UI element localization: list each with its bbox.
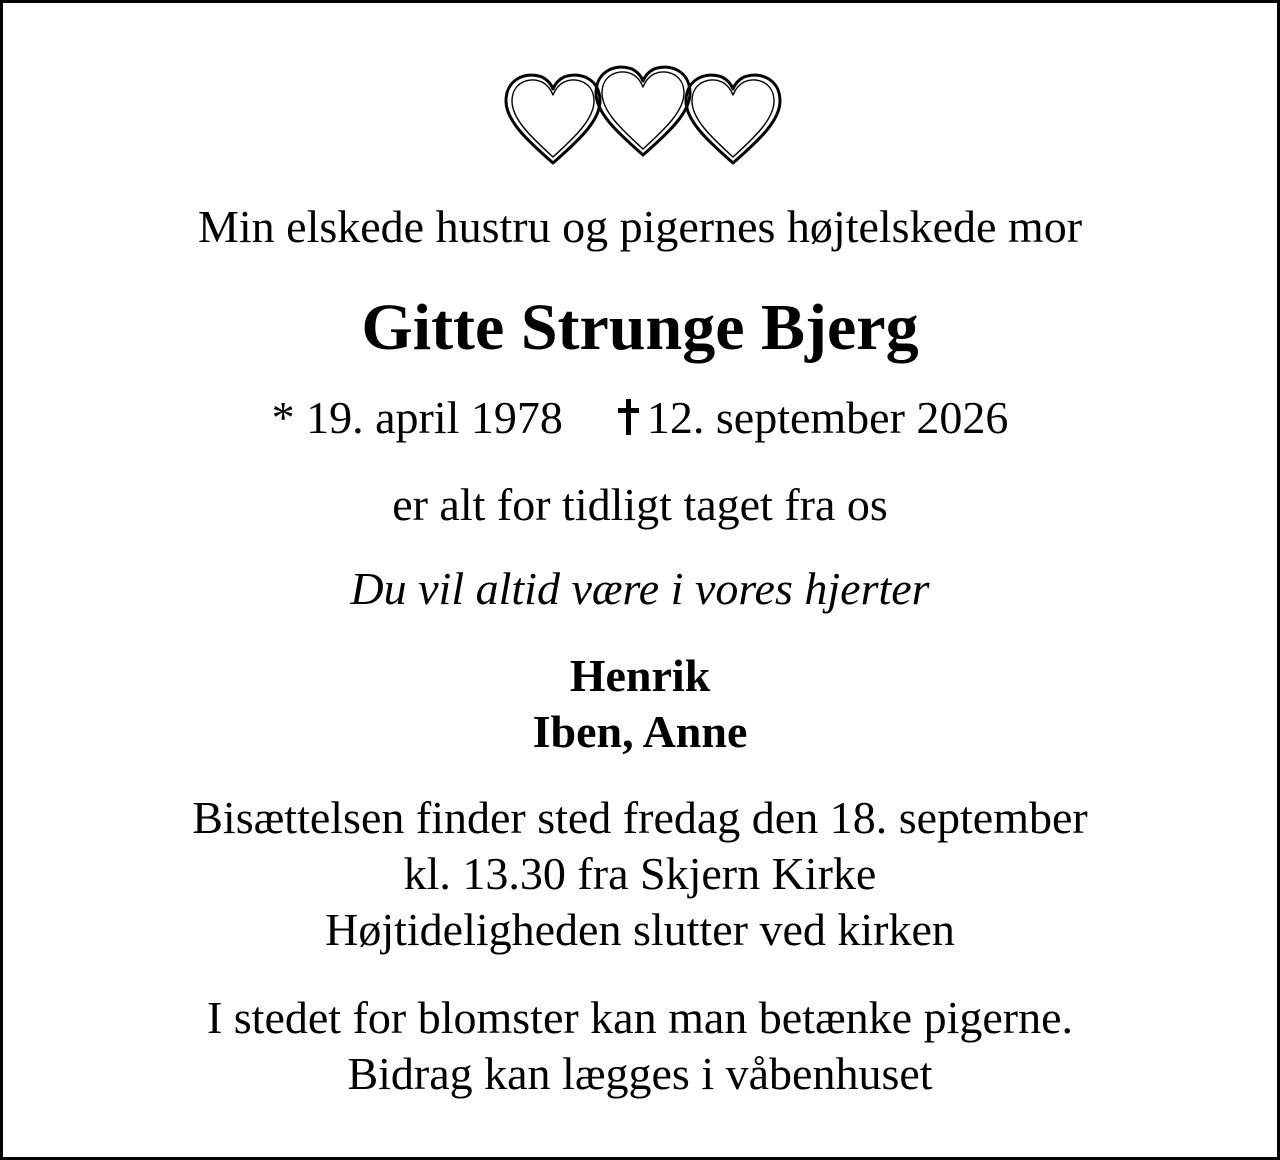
deceased-name: Gitte Strunge Bjerg: [361, 291, 919, 364]
life-dates: [3, 392, 1277, 443]
funeral-details: [3, 790, 1277, 958]
family-name-line: Iben, Anne: [532, 706, 748, 757]
service-line: kl. 13.30 fra Skjern Kirke: [403, 848, 877, 899]
donation-note: [3, 990, 1277, 1102]
family-name-line: Henrik: [569, 650, 711, 701]
died-date: 12. september 2026: [646, 392, 1009, 443]
service-line: Bisættelsen finder sted fredag den 18. september: [192, 792, 1088, 843]
intro-line: Min elskede hustru og pigernes højtelskede mor: [197, 201, 1083, 252]
family-names: [3, 648, 1277, 760]
cross-icon: [615, 399, 641, 435]
born-date: 19. april 1978: [306, 392, 563, 443]
donation-line: I stedet for blomster kan man betænke pigerne.: [206, 992, 1074, 1043]
three-hearts-icon: [498, 63, 788, 173]
verse-line: Du vil altid være i vores hjerter: [350, 563, 930, 614]
born-symbol: *: [271, 392, 295, 443]
donation-line: Bidrag kan lægges i våbenhuset: [347, 1048, 933, 1099]
taken-line: er alt for tidligt taget fra os: [392, 479, 888, 530]
service-line: Højtideligheden slutter ved kirken: [325, 904, 955, 955]
